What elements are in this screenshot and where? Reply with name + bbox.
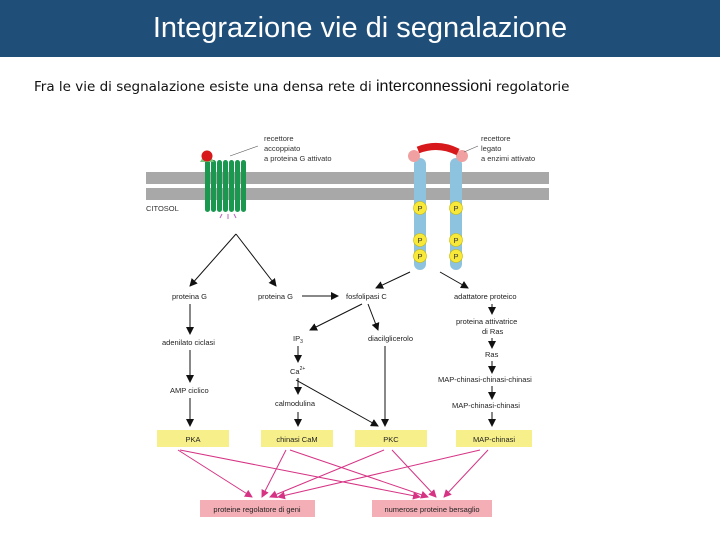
target-kinases [157, 430, 532, 447]
gpcr-receptor [200, 150, 246, 219]
node-diacilglicerolo: diacilglicerolo [368, 334, 414, 343]
node-adenilato-ciclasi: adenilato ciclasi [162, 338, 215, 347]
node-fosfolipasi-c: fosfolipasi C [346, 292, 387, 301]
node-amp-ciclico: AMP ciclico [170, 386, 209, 395]
output-boxes [200, 500, 492, 517]
svg-text:P: P [417, 252, 423, 261]
subtitle-text-end: regolatorie [491, 79, 570, 95]
pathway-nodes [162, 292, 532, 410]
gpcr-label: recettore accoppiato a proteina G attivato [264, 134, 332, 163]
subtitle-highlight: interconnessioni [375, 78, 492, 95]
gpcr-ligand-icon [202, 151, 213, 162]
node-map3k: MAP-chinasi-chinasi-chinasi [438, 375, 532, 384]
subtitle-text-start: Fra le vie di segnalazione esiste una densa rete di [34, 79, 376, 95]
slide-title: Integrazione vie di segnalazione [152, 12, 568, 44]
node-ras-activator: proteina attivatrice di Ras [456, 317, 518, 336]
target-label: PKA [185, 435, 201, 444]
rtk-label: recettore legato a enzimi attivato [481, 134, 536, 163]
svg-text:P: P [453, 236, 459, 245]
rtk-receptor [408, 146, 468, 270]
node-ca: $Ca^{2+}$ [290, 366, 306, 376]
svg-text:P: P [417, 236, 423, 245]
node-adattatore: adattatore proteico [454, 292, 517, 301]
node-map2k: MAP-chinasi-chinasi [452, 401, 520, 410]
node-ip3: $IP_3$ [293, 334, 303, 345]
output-label: numerose proteine bersaglio [384, 505, 480, 514]
target-label: chinasi CaM [276, 435, 318, 444]
output-label: proteine regolatore di geni [213, 505, 301, 514]
target-label: MAP-chinasi [472, 435, 516, 444]
cytosol-label: CITOSOL [146, 204, 179, 213]
node-ras: Ras [485, 350, 499, 359]
rtk-ligand-icon [418, 146, 458, 152]
svg-text:P: P [453, 252, 459, 261]
node-proteina-g-2: proteina G [258, 292, 294, 301]
crosstalk-arrows [178, 450, 488, 497]
pathway-arrows [190, 234, 492, 426]
svg-text:P: P [453, 204, 459, 213]
target-label: PKC [383, 435, 399, 444]
svg-text:P: P [417, 204, 423, 213]
node-calmodulina: calmodulina [275, 399, 316, 408]
node-proteina-g-1: proteina G [172, 292, 208, 301]
